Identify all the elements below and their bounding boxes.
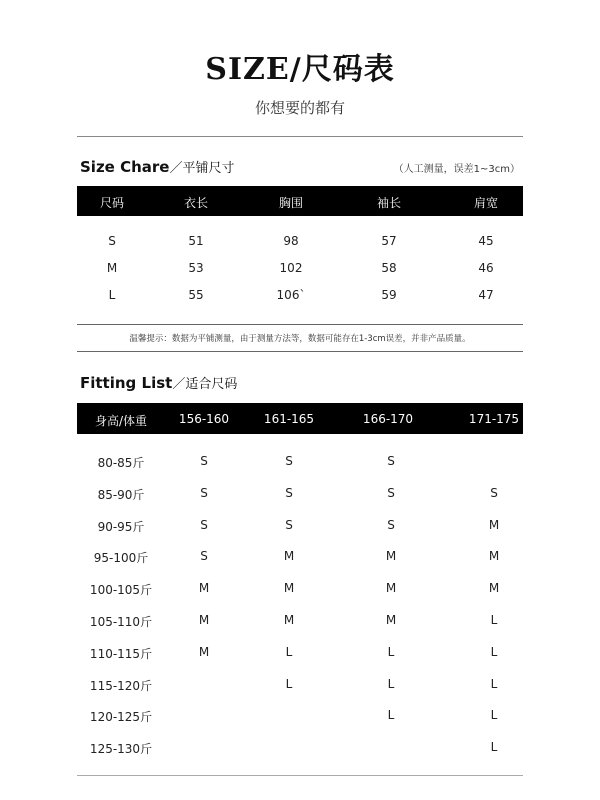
table-row	[77, 677, 523, 697]
divider	[77, 324, 523, 325]
table-cell: M	[283, 581, 295, 595]
size-chart-title-en: Size Chare	[80, 158, 170, 176]
table-cell: 58	[381, 261, 397, 275]
table-cell: S	[200, 486, 208, 500]
table-row	[77, 645, 523, 665]
table-cell: S	[285, 518, 293, 532]
table-cell: M	[106, 261, 118, 275]
table-cell: 47	[478, 288, 494, 302]
table-cell: 100-105斤	[89, 583, 153, 597]
table-cell: 59	[381, 288, 397, 302]
table-row	[77, 486, 523, 506]
fitting-list-header	[77, 403, 523, 434]
divider	[77, 775, 523, 776]
size-col-header: 肩宽	[473, 196, 499, 210]
table-cell: M	[385, 549, 397, 563]
table-cell: S	[285, 454, 293, 468]
table-row	[77, 708, 523, 728]
fit-col-header: 156-160	[178, 412, 230, 426]
table-cell: 51	[188, 234, 204, 248]
fit-col-header: 身高/体重	[94, 414, 148, 428]
table-cell: 102	[279, 261, 303, 275]
table-cell: L	[285, 677, 293, 691]
table-row	[77, 549, 523, 569]
table-cell: L	[108, 288, 116, 302]
table-row	[77, 613, 523, 633]
table-cell: M	[198, 581, 210, 595]
table-cell: 125-130斤	[89, 742, 153, 756]
table-cell: 55	[188, 288, 204, 302]
table-cell: M	[385, 581, 397, 595]
table-cell: M	[198, 645, 210, 659]
table-cell: 57	[381, 234, 397, 248]
table-row	[77, 234, 523, 254]
table-row	[77, 454, 523, 474]
table-cell: 95-100斤	[93, 551, 149, 565]
table-row	[77, 261, 523, 281]
size-col-header: 袖长	[376, 196, 402, 210]
fitting-list-title-cn: ／适合尺码	[172, 377, 238, 392]
table-cell: M	[283, 549, 295, 563]
table-cell: S	[490, 486, 498, 500]
table-cell: 85-90斤	[97, 488, 145, 502]
table-cell: L	[387, 677, 395, 691]
table-cell: S	[200, 454, 208, 468]
table-cell: 80-85斤	[97, 456, 145, 470]
table-cell: 90-95斤	[97, 520, 145, 534]
measurement-tip: 温馨提示：数据为平铺测量，由于测量方法等，数据可能存在1-3cm误差，并非产品质量。	[129, 334, 471, 344]
page-subtitle: 你想要的都有	[254, 99, 345, 117]
table-cell: S	[387, 454, 395, 468]
table-cell: 46	[478, 261, 494, 275]
table-cell: 110-115斤	[89, 647, 153, 661]
table-row	[77, 740, 523, 760]
size-col-header: 衣长	[183, 196, 209, 210]
fit-col-header: 171-175	[468, 412, 520, 426]
measurement-note: （人工测量，误差1~3cm）	[393, 164, 520, 175]
table-cell: M	[488, 581, 500, 595]
table-cell: 53	[188, 261, 204, 275]
table-cell: 45	[478, 234, 494, 248]
size-chart-title	[80, 157, 234, 176]
size-col-header: 胸围	[278, 196, 304, 210]
fitting-list-title-en: Fitting List	[80, 374, 173, 392]
table-row	[77, 518, 523, 538]
fitting-list-title	[80, 373, 237, 392]
fit-col-header: 166-170	[362, 412, 414, 426]
size-chart-header	[77, 186, 523, 216]
divider	[77, 351, 523, 352]
table-cell: M	[283, 613, 295, 627]
table-cell: L	[490, 708, 498, 722]
table-row	[77, 288, 523, 308]
table-cell: L	[490, 645, 498, 659]
table-cell: M	[198, 613, 210, 627]
page-title: SIZE/尺码表	[205, 52, 395, 87]
divider	[77, 136, 523, 137]
table-cell: L	[387, 645, 395, 659]
table-cell: S	[200, 518, 208, 532]
table-cell: S	[108, 234, 116, 248]
table-row	[77, 581, 523, 601]
table-cell: S	[285, 486, 293, 500]
table-cell: L	[285, 645, 293, 659]
table-cell: M	[488, 518, 500, 532]
table-cell: 106`	[276, 288, 306, 302]
size-chart-title-cn: ／平铺尺寸	[169, 161, 235, 176]
table-cell: 120-125斤	[89, 710, 153, 724]
fit-col-header: 161-165	[263, 412, 315, 426]
table-cell: L	[490, 613, 498, 627]
table-cell: 105-110斤	[89, 615, 153, 629]
table-cell: L	[490, 740, 498, 754]
table-cell: S	[200, 549, 208, 563]
table-cell: L	[490, 677, 498, 691]
table-cell: S	[387, 486, 395, 500]
table-cell: M	[385, 613, 397, 627]
table-cell: S	[387, 518, 395, 532]
table-cell: 115-120斤	[89, 679, 153, 693]
table-cell: M	[488, 549, 500, 563]
table-cell: L	[387, 708, 395, 722]
table-cell: 98	[283, 234, 299, 248]
size-col-header: 尺码	[99, 196, 125, 210]
